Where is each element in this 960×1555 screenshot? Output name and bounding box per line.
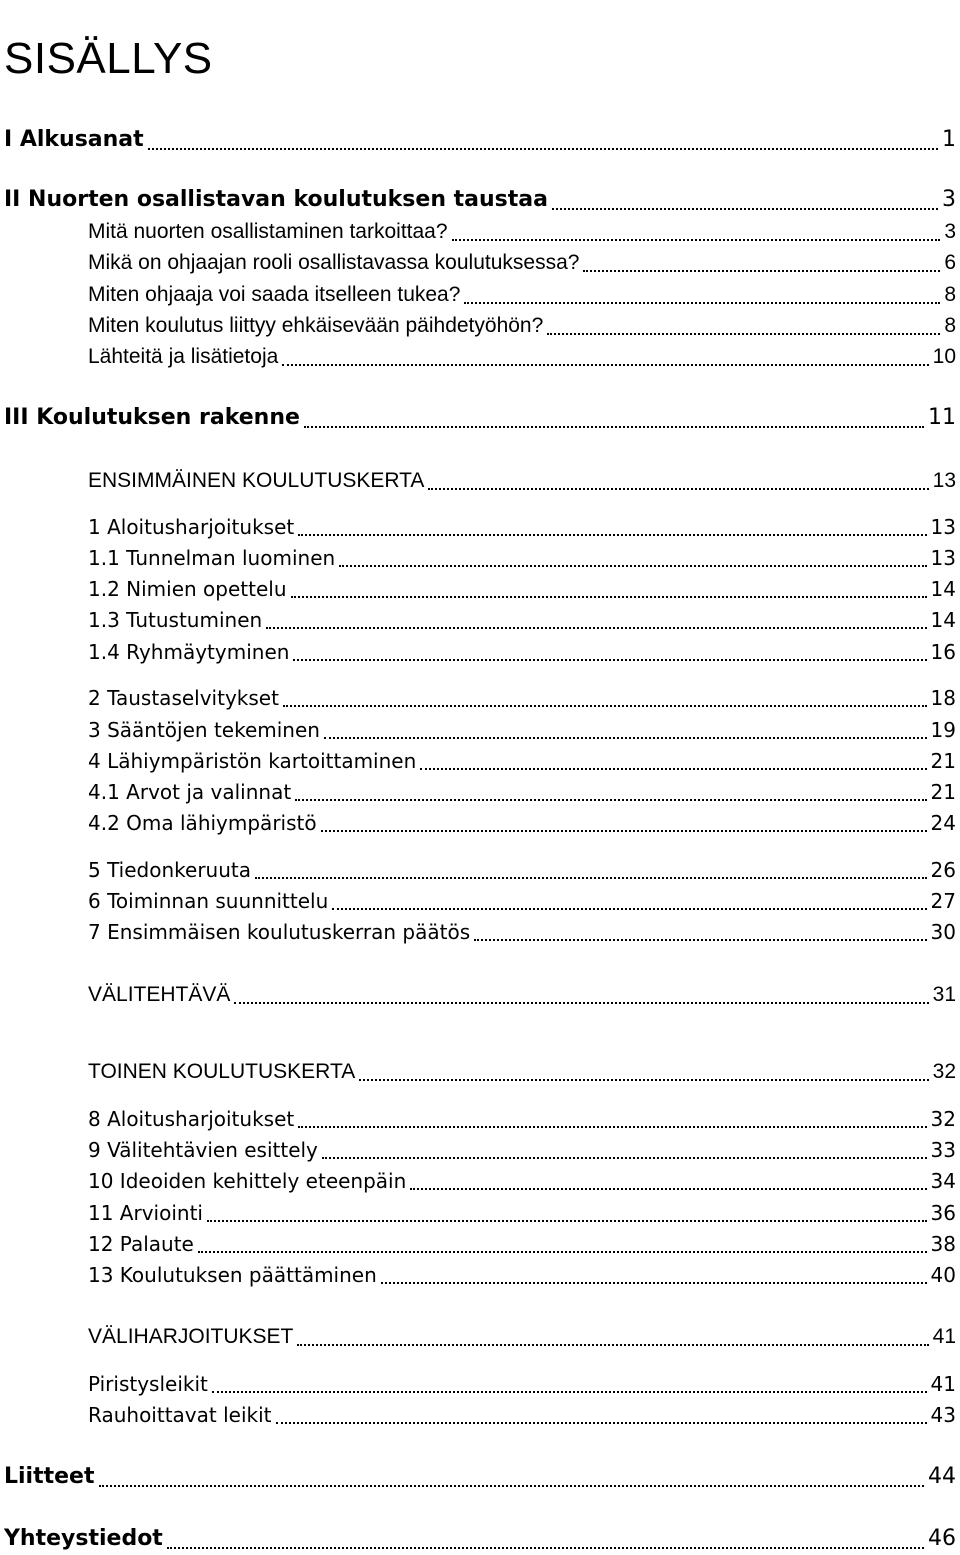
dot-leader: [148, 148, 938, 150]
toc-entry-label: 4.2 Oma lähiympäristö: [88, 811, 317, 835]
toc-page-number: 33: [930, 1138, 956, 1162]
toc-page-number: 6: [944, 250, 956, 274]
dot-leader: [464, 302, 940, 304]
toc-entry-label: 1.4 Ryhmäytyminen: [88, 640, 290, 664]
dot-leader: [99, 1485, 925, 1487]
toc-entry-label: Miten koulutus liittyy ehkäisevään päihdetyöhön?: [88, 313, 544, 337]
toc-page-number: 19: [930, 718, 956, 742]
dot-leader: [293, 659, 926, 661]
toc-entry[interactable]: [88, 632, 956, 664]
toc-page-number: 32: [930, 1107, 956, 1131]
toc-page-number: 38: [930, 1232, 956, 1256]
toc-entry-label: 4 Lähiympäristön kartoittaminen: [88, 749, 417, 773]
toc-entry[interactable]: [88, 741, 956, 773]
toc-page-number: 31: [932, 982, 956, 1006]
toc-page-number: 40: [930, 1263, 956, 1287]
dot-leader: [291, 596, 927, 598]
toc-entry[interactable]: [88, 912, 956, 944]
toc-page-number: 13: [930, 546, 956, 570]
toc-entry[interactable]: [88, 1161, 956, 1193]
toc-entry-label: TOINEN KOULUTUSKERTA: [88, 1059, 356, 1083]
toc-entry[interactable]: [88, 538, 956, 570]
dot-leader: [266, 627, 926, 629]
toc-entry[interactable]: [88, 275, 956, 307]
toc-entry-label: 11 Arviointi: [88, 1201, 203, 1225]
dot-leader: [420, 768, 926, 770]
toc-page-number: 16: [930, 640, 956, 664]
dot-leader: [474, 939, 926, 941]
toc-entry-label: 1.1 Tunnelman luominen: [88, 546, 336, 570]
toc-entry-label: 1.2 Nimien opettelu: [88, 577, 287, 601]
dot-leader: [381, 1282, 927, 1284]
toc-page-number: 46: [928, 1525, 956, 1551]
toc-entry[interactable]: [88, 678, 956, 710]
toc-entry[interactable]: [88, 1130, 956, 1162]
dot-leader: [452, 239, 941, 241]
toc-page-number: 18: [930, 686, 956, 710]
dot-leader: [304, 426, 924, 428]
dot-leader: [410, 1188, 926, 1190]
toc-page-number: 21: [930, 749, 956, 773]
dot-leader: [321, 830, 927, 832]
toc-entry[interactable]: [88, 569, 956, 601]
dot-leader: [255, 877, 927, 879]
toc-page-number: 34: [930, 1169, 956, 1193]
dot-leader: [283, 705, 927, 707]
toc-entry[interactable]: [88, 1193, 956, 1225]
dot-leader: [167, 1547, 924, 1549]
toc-entry[interactable]: [88, 1224, 956, 1256]
toc-entry-label: Mitä nuorten osallistaminen tarkoittaa?: [88, 219, 448, 243]
toc-page-number: 11: [928, 404, 956, 430]
toc-entry-label: 12 Palaute: [88, 1232, 194, 1256]
toc-entry-label: ENSIMMÄINEN KOULUTUSKERTA: [88, 468, 425, 492]
toc-page-number: 14: [930, 577, 956, 601]
toc-entry-label: 2 Taustaselvitykset: [88, 686, 279, 710]
dot-leader: [295, 799, 926, 801]
toc-entry-label: 1 Aloitusharjoitukset: [88, 515, 295, 539]
toc-page-number: 8: [944, 313, 956, 337]
toc-entry[interactable]: [88, 600, 956, 632]
toc-entry[interactable]: [88, 772, 956, 804]
toc-entry-label: III Koulutuksen rakenne: [4, 404, 300, 430]
toc-page-number: 27: [930, 889, 956, 913]
toc-entry-label: VÄLIHARJOITUKSET: [88, 1324, 294, 1348]
dot-leader: [324, 737, 927, 739]
toc-entry[interactable]: [88, 710, 956, 742]
dot-leader: [547, 333, 940, 335]
dot-leader: [359, 1079, 928, 1081]
toc-entry[interactable]: [88, 212, 956, 244]
toc-entry[interactable]: [88, 1317, 956, 1349]
toc-entry[interactable]: [4, 399, 956, 431]
toc-page-number: 8: [944, 282, 956, 306]
toc-page-number: 44: [928, 1463, 956, 1489]
toc-entry-label: 7 Ensimmäisen koulutuskerran päätös: [88, 920, 471, 944]
dot-leader: [322, 1157, 927, 1159]
toc-entry[interactable]: [4, 1520, 956, 1552]
dot-leader: [583, 270, 940, 272]
dot-leader: [332, 908, 926, 910]
toc-entry-label: II Nuorten osallistavan koulutuksen taustaa: [4, 186, 548, 212]
toc-entry[interactable]: [88, 1052, 956, 1084]
page-title: SISÄLLYS: [4, 34, 213, 84]
toc-entry[interactable]: [88, 243, 956, 275]
toc-entry-label: Liitteet: [4, 1463, 95, 1489]
toc-entry-label: Miten ohjaaja voi saada itselleen tukea?: [88, 282, 461, 306]
toc-entry[interactable]: [88, 975, 956, 1007]
toc-entry[interactable]: [88, 507, 956, 539]
toc-entry[interactable]: [4, 181, 956, 213]
toc-entry[interactable]: [88, 803, 956, 835]
toc-entry[interactable]: [88, 1364, 956, 1396]
toc-entry-label: I Alkusanat: [4, 126, 144, 152]
dot-leader: [234, 1002, 928, 1004]
toc-page-number: 14: [930, 608, 956, 632]
toc-page-number: 36: [930, 1201, 956, 1225]
toc-page-number: 13: [930, 515, 956, 539]
dot-leader: [298, 534, 926, 536]
dot-leader: [207, 1220, 927, 1222]
toc-entry-label: 9 Välitehtävien esittely: [88, 1138, 318, 1162]
toc-entry-label: Piristysleikit: [88, 1372, 208, 1396]
toc-entry-label: 4.1 Arvot ja valinnat: [88, 780, 292, 804]
dot-leader: [212, 1391, 927, 1393]
toc-entry[interactable]: [88, 1099, 956, 1131]
toc-entry-label: Mikä on ohjaajan rooli osallistavassa koulutuksessa?: [88, 250, 580, 274]
toc-page-number: 30: [930, 920, 956, 944]
toc-page-number: 26: [930, 858, 956, 882]
toc-entry-label: Yhteystiedot: [4, 1525, 163, 1551]
toc-entry[interactable]: [88, 306, 956, 338]
toc-page-number: 32: [932, 1059, 956, 1083]
toc-entry[interactable]: [88, 1395, 956, 1427]
toc-entry-label: VÄLITEHTÄVÄ: [88, 982, 231, 1006]
dot-leader: [339, 565, 926, 567]
toc-entry-label: 3 Sääntöjen tekeminen: [88, 718, 320, 742]
toc-page-number: 3: [942, 186, 956, 212]
toc-entry-label: 13 Koulutuksen päättäminen: [88, 1263, 377, 1287]
toc-entry[interactable]: [88, 850, 956, 882]
toc-entry-label: 5 Tiedonkeruuta: [88, 858, 251, 882]
toc-entry-label: 10 Ideoiden kehittely eteenpäin: [88, 1169, 407, 1193]
toc-entry[interactable]: [88, 337, 956, 369]
toc-entry-label: 6 Toiminnan suunnittelu: [88, 889, 329, 913]
dot-leader: [282, 364, 928, 366]
toc-page-number: 21: [930, 780, 956, 804]
toc-entry-label: 1.3 Tutustuminen: [88, 608, 263, 632]
toc-page-number: 43: [930, 1403, 956, 1427]
toc-entry[interactable]: [88, 1255, 956, 1287]
toc-page-number: 3: [944, 219, 956, 243]
dot-leader: [276, 1422, 927, 1424]
dot-leader: [428, 488, 928, 490]
toc-page-number: 41: [930, 1372, 956, 1396]
toc-entry[interactable]: [88, 881, 956, 913]
toc-page-number: 24: [930, 811, 956, 835]
toc-entry[interactable]: [88, 461, 956, 493]
toc-page-number: 41: [932, 1324, 956, 1348]
toc-page-number: 13: [932, 468, 956, 492]
dot-leader: [198, 1251, 927, 1253]
dot-leader: [298, 1126, 926, 1128]
toc-entry-label: 8 Aloitusharjoitukset: [88, 1107, 295, 1131]
toc-entry-label: Lähteitä ja lisätietoja: [88, 344, 279, 368]
toc-page-number: 1: [942, 126, 956, 152]
toc-page-number: 10: [932, 344, 956, 368]
toc-entry[interactable]: [4, 121, 956, 153]
toc-entry-label: Rauhoittavat leikit: [88, 1403, 272, 1427]
dot-leader: [552, 208, 938, 210]
toc-entry[interactable]: [4, 1458, 956, 1490]
dot-leader: [297, 1344, 928, 1346]
